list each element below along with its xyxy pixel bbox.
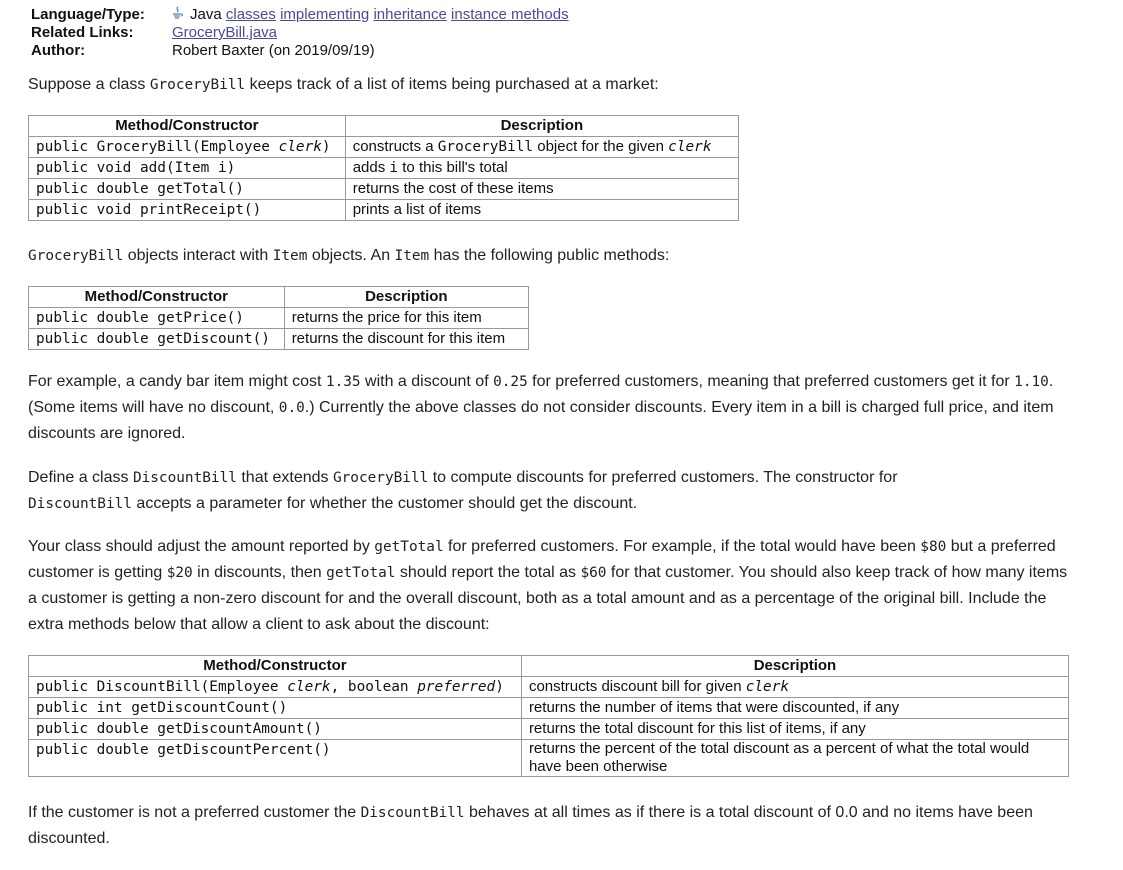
table-row <box>29 329 529 350</box>
method-signature: public double getDiscountAmount() <box>29 719 522 740</box>
method-signature: public double getTotal() <box>29 179 346 200</box>
grocerybill-methods-table <box>28 115 739 221</box>
method-signature: public double getDiscount() <box>29 329 285 350</box>
author-label: Author: <box>31 42 86 59</box>
method-signature: public void add(Item i) <box>29 158 346 179</box>
related-row <box>31 24 569 42</box>
column-header: Description <box>284 287 528 308</box>
intro-code: GroceryBill <box>149 77 246 93</box>
problem-metadata <box>31 6 569 60</box>
java-icon <box>172 6 183 20</box>
method-signature: public double getDiscountPercent() <box>29 740 522 777</box>
method-description: returns the total discount for this list of items, if any <box>521 719 1068 740</box>
column-header: Method/Constructor <box>29 116 346 137</box>
author-row <box>31 42 569 60</box>
table-header-row <box>29 116 739 137</box>
column-header: Description <box>521 656 1068 677</box>
table-row <box>29 158 739 179</box>
method-description: prints a list of items <box>345 200 738 221</box>
method-description: constructs a GroceryBill object for the given clerk <box>345 137 738 158</box>
method-signature: public double getPrice() <box>29 308 285 329</box>
grocerybill-java-link[interactable]: GroceryBill.java <box>172 24 278 41</box>
adjust-paragraph: Your class should adjust the amount reported by getTotal for preferred customers. For example, if the total would have been $80 but a preferred customer is getting $20 in discounts, then getTotal should report the total as $60 for that customer. You should also keep track of how many items a customer is getting a non-zero discount for and the overall discount, both as a total amount and as a percentage of the original bill. Include the extra methods below that allow a client to ask about the discount: <box>28 538 1068 633</box>
column-header: Method/Constructor <box>29 656 522 677</box>
table-row <box>29 677 1069 698</box>
item-methods-table <box>28 286 529 350</box>
column-header: Description <box>345 116 738 137</box>
author-value: Robert Baxter (on 2019/09/19) <box>172 42 375 59</box>
method-description: constructs discount bill for given clerk <box>521 677 1068 698</box>
language-label: Language/Type: <box>31 6 145 23</box>
tag-instance-methods-link[interactable]: instance methods <box>451 6 569 23</box>
table-row <box>29 179 739 200</box>
method-description: returns the price for this item <box>284 308 528 329</box>
tag-implementing-link[interactable]: implementing <box>280 6 370 23</box>
table-header-row <box>29 287 529 308</box>
method-description: returns the cost of these items <box>345 179 738 200</box>
table-header-row <box>29 656 1069 677</box>
method-signature: public void printReceipt() <box>29 200 346 221</box>
tag-inheritance-link[interactable]: inheritance <box>373 6 447 23</box>
related-label: Related Links: <box>31 24 134 41</box>
table-row <box>29 719 1069 740</box>
table-row <box>29 698 1069 719</box>
method-description: returns the number of items that were discounted, if any <box>521 698 1068 719</box>
intro-paragraph <box>28 72 1088 98</box>
intro-text: Suppose a class <box>28 76 150 93</box>
example-paragraph: For example, a candy bar item might cost 1.35 with a discount of 0.25 for preferred customers, meaning that preferred customers get it for 1.10. (Some items will have no discount, 0.0.) Currently the above classes do not consider discounts. Every item in a bill is charged full price, and item discounts are ignored. <box>28 373 1054 442</box>
column-header: Method/Constructor <box>29 287 285 308</box>
method-signature: public int getDiscountCount() <box>29 698 522 719</box>
language-row <box>31 6 569 24</box>
method-description: adds i to this bill's total <box>345 158 738 179</box>
table-row <box>29 308 529 329</box>
discountbill-methods-table <box>28 655 1069 777</box>
language-prefix: Java <box>190 6 222 23</box>
method-signature: public DiscountBill(Employee clerk, boolean preferred) <box>29 677 522 698</box>
table-row <box>29 137 739 158</box>
method-signature: public GroceryBill(Employee clerk) <box>29 137 346 158</box>
intro-text-end: keeps track of a list of items being purchased at a market: <box>245 76 659 93</box>
define-paragraph: Define a class DiscountBill that extends GroceryBill to compute discounts for preferred customers. The constructor for DiscountBill accepts a parameter for whether the customer should get the discount. <box>28 469 898 512</box>
item-paragraph: GroceryBill objects interact with Item objects. An Item has the following public methods: <box>28 247 670 264</box>
tag-classes-link[interactable]: classes <box>225 6 276 23</box>
table-row <box>29 200 739 221</box>
table-row <box>29 740 1069 777</box>
method-description: returns the percent of the total discount as a percent of what the total would have been otherwise <box>521 740 1068 777</box>
final-paragraph: If the customer is not a preferred customer the DiscountBill behaves at all times as if there is a total discount of 0.0 and no items have been discounted. <box>28 804 1033 847</box>
method-description: returns the discount for this item <box>284 329 528 350</box>
language-value <box>172 6 569 24</box>
